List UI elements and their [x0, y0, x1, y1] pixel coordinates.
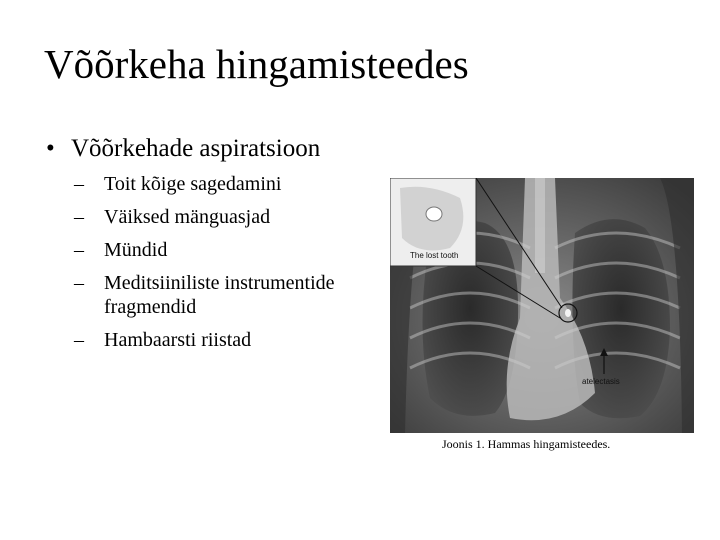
- sub-bullet-item: [74, 238, 394, 262]
- sub-bullet-item: [74, 271, 394, 319]
- sub-bullet-item: [74, 328, 394, 352]
- main-bullet: [46, 134, 320, 164]
- dash-marker: –: [74, 206, 84, 228]
- main-bullet-text: Võõrkehade aspiratsioon: [71, 135, 321, 162]
- sub-bullet-text: Mündid: [104, 239, 168, 261]
- dash-marker: –: [74, 329, 84, 351]
- sub-bullet-text: Väiksed mänguasjad: [104, 206, 271, 228]
- xray-drawing: [390, 178, 694, 433]
- dash-marker: –: [74, 173, 84, 195]
- tooth-inset: [426, 207, 442, 221]
- figure-caption: Joonis 1. Hammas hingamisteedes.: [442, 437, 611, 451]
- sub-bullet-item: [74, 172, 394, 196]
- bullet-marker: •: [46, 135, 55, 162]
- sub-bullet-list: [74, 172, 394, 361]
- slide-title: Võõrkeha hingamisteedes: [44, 41, 469, 87]
- dash-marker: –: [74, 239, 84, 261]
- sub-bullet-item: [74, 205, 394, 229]
- chest-xray-image: [390, 178, 694, 433]
- sub-bullet-text: Hambaarsti riistad: [104, 329, 252, 351]
- sub-bullet-text: Meditsiiniliste instrumentide fragmendid: [104, 272, 335, 318]
- dash-marker: –: [74, 272, 84, 294]
- inset-label: The lost tooth: [410, 251, 459, 260]
- atelectasis-label: atelectasis: [582, 377, 620, 386]
- sub-bullet-text: Toit kõige sagedamini: [104, 173, 282, 195]
